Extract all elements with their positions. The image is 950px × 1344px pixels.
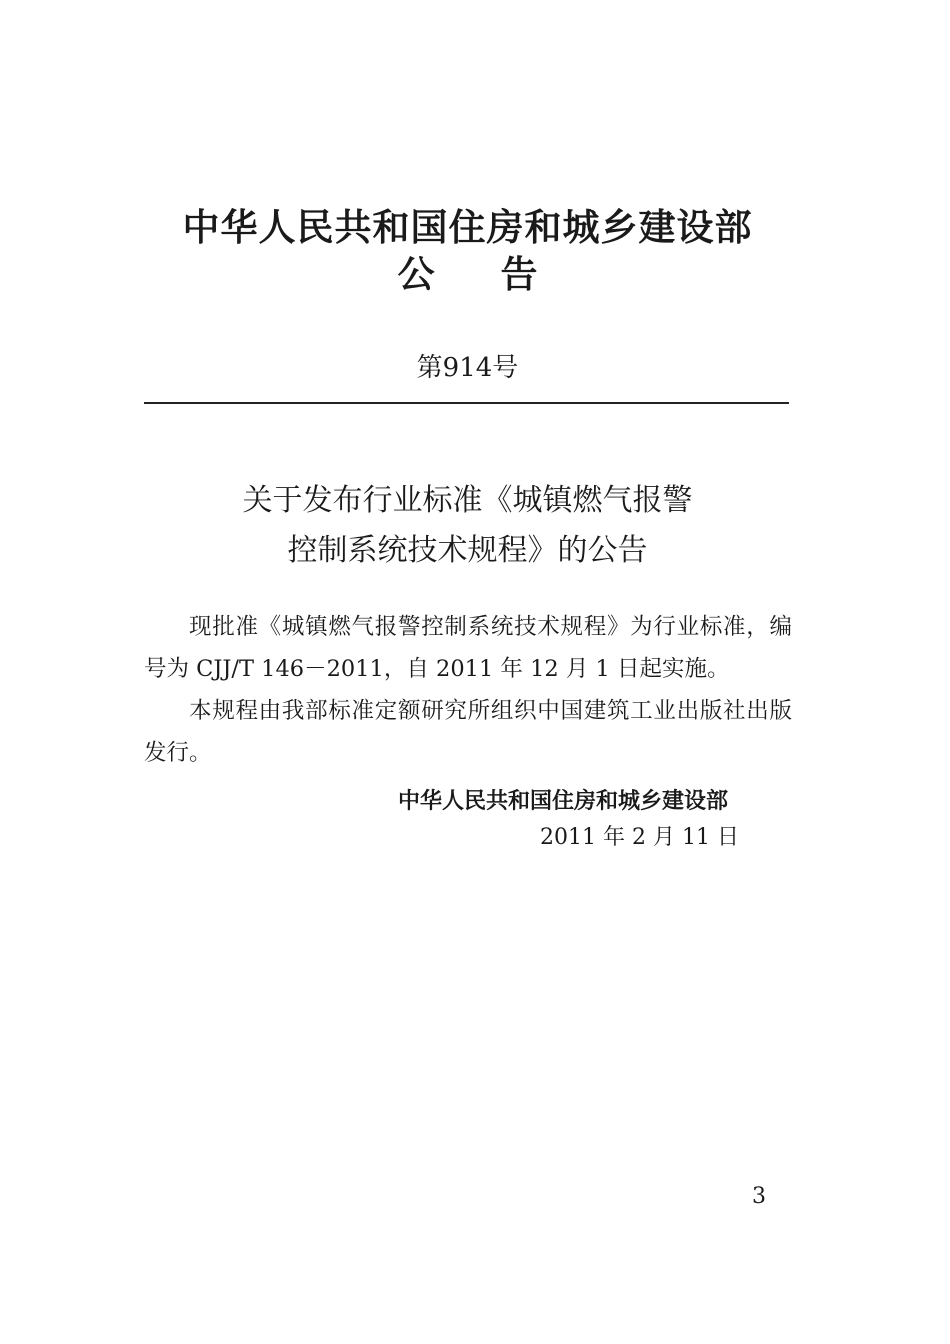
notice-body xyxy=(144,606,792,774)
document-type-heading xyxy=(0,250,935,300)
body-paragraph-2: 本规程由我部标准定额研究所组织中国建筑工业出版社出版发行。 xyxy=(144,698,792,766)
issuer-heading: 中华人民共和国住房和城乡建设部 xyxy=(182,206,753,249)
announcement-number: 第914号 xyxy=(416,353,519,383)
notice-title-line2: 控制系统技术规程》的公告 xyxy=(287,533,648,568)
signature-organization: 中华人民共和国住房和城乡建设部 xyxy=(398,789,729,814)
document-type-part1: 公 xyxy=(397,253,435,296)
header-divider xyxy=(144,402,789,404)
signature-date: 2011 年 2 月 11 日 xyxy=(540,825,739,850)
page-number: 3 xyxy=(752,1184,766,1209)
document-type-part2: 告 xyxy=(500,253,538,296)
body-paragraph-1: 现批准《城镇燃气报警控制系统技术规程》为行业标准，编号为 CJJ/T 146－2011，自 2011 年 12 月 1 日起实施。 xyxy=(144,614,792,682)
notice-title xyxy=(0,476,935,576)
notice-title-line1: 关于发布行业标准《城镇燃气报警 xyxy=(242,483,693,518)
